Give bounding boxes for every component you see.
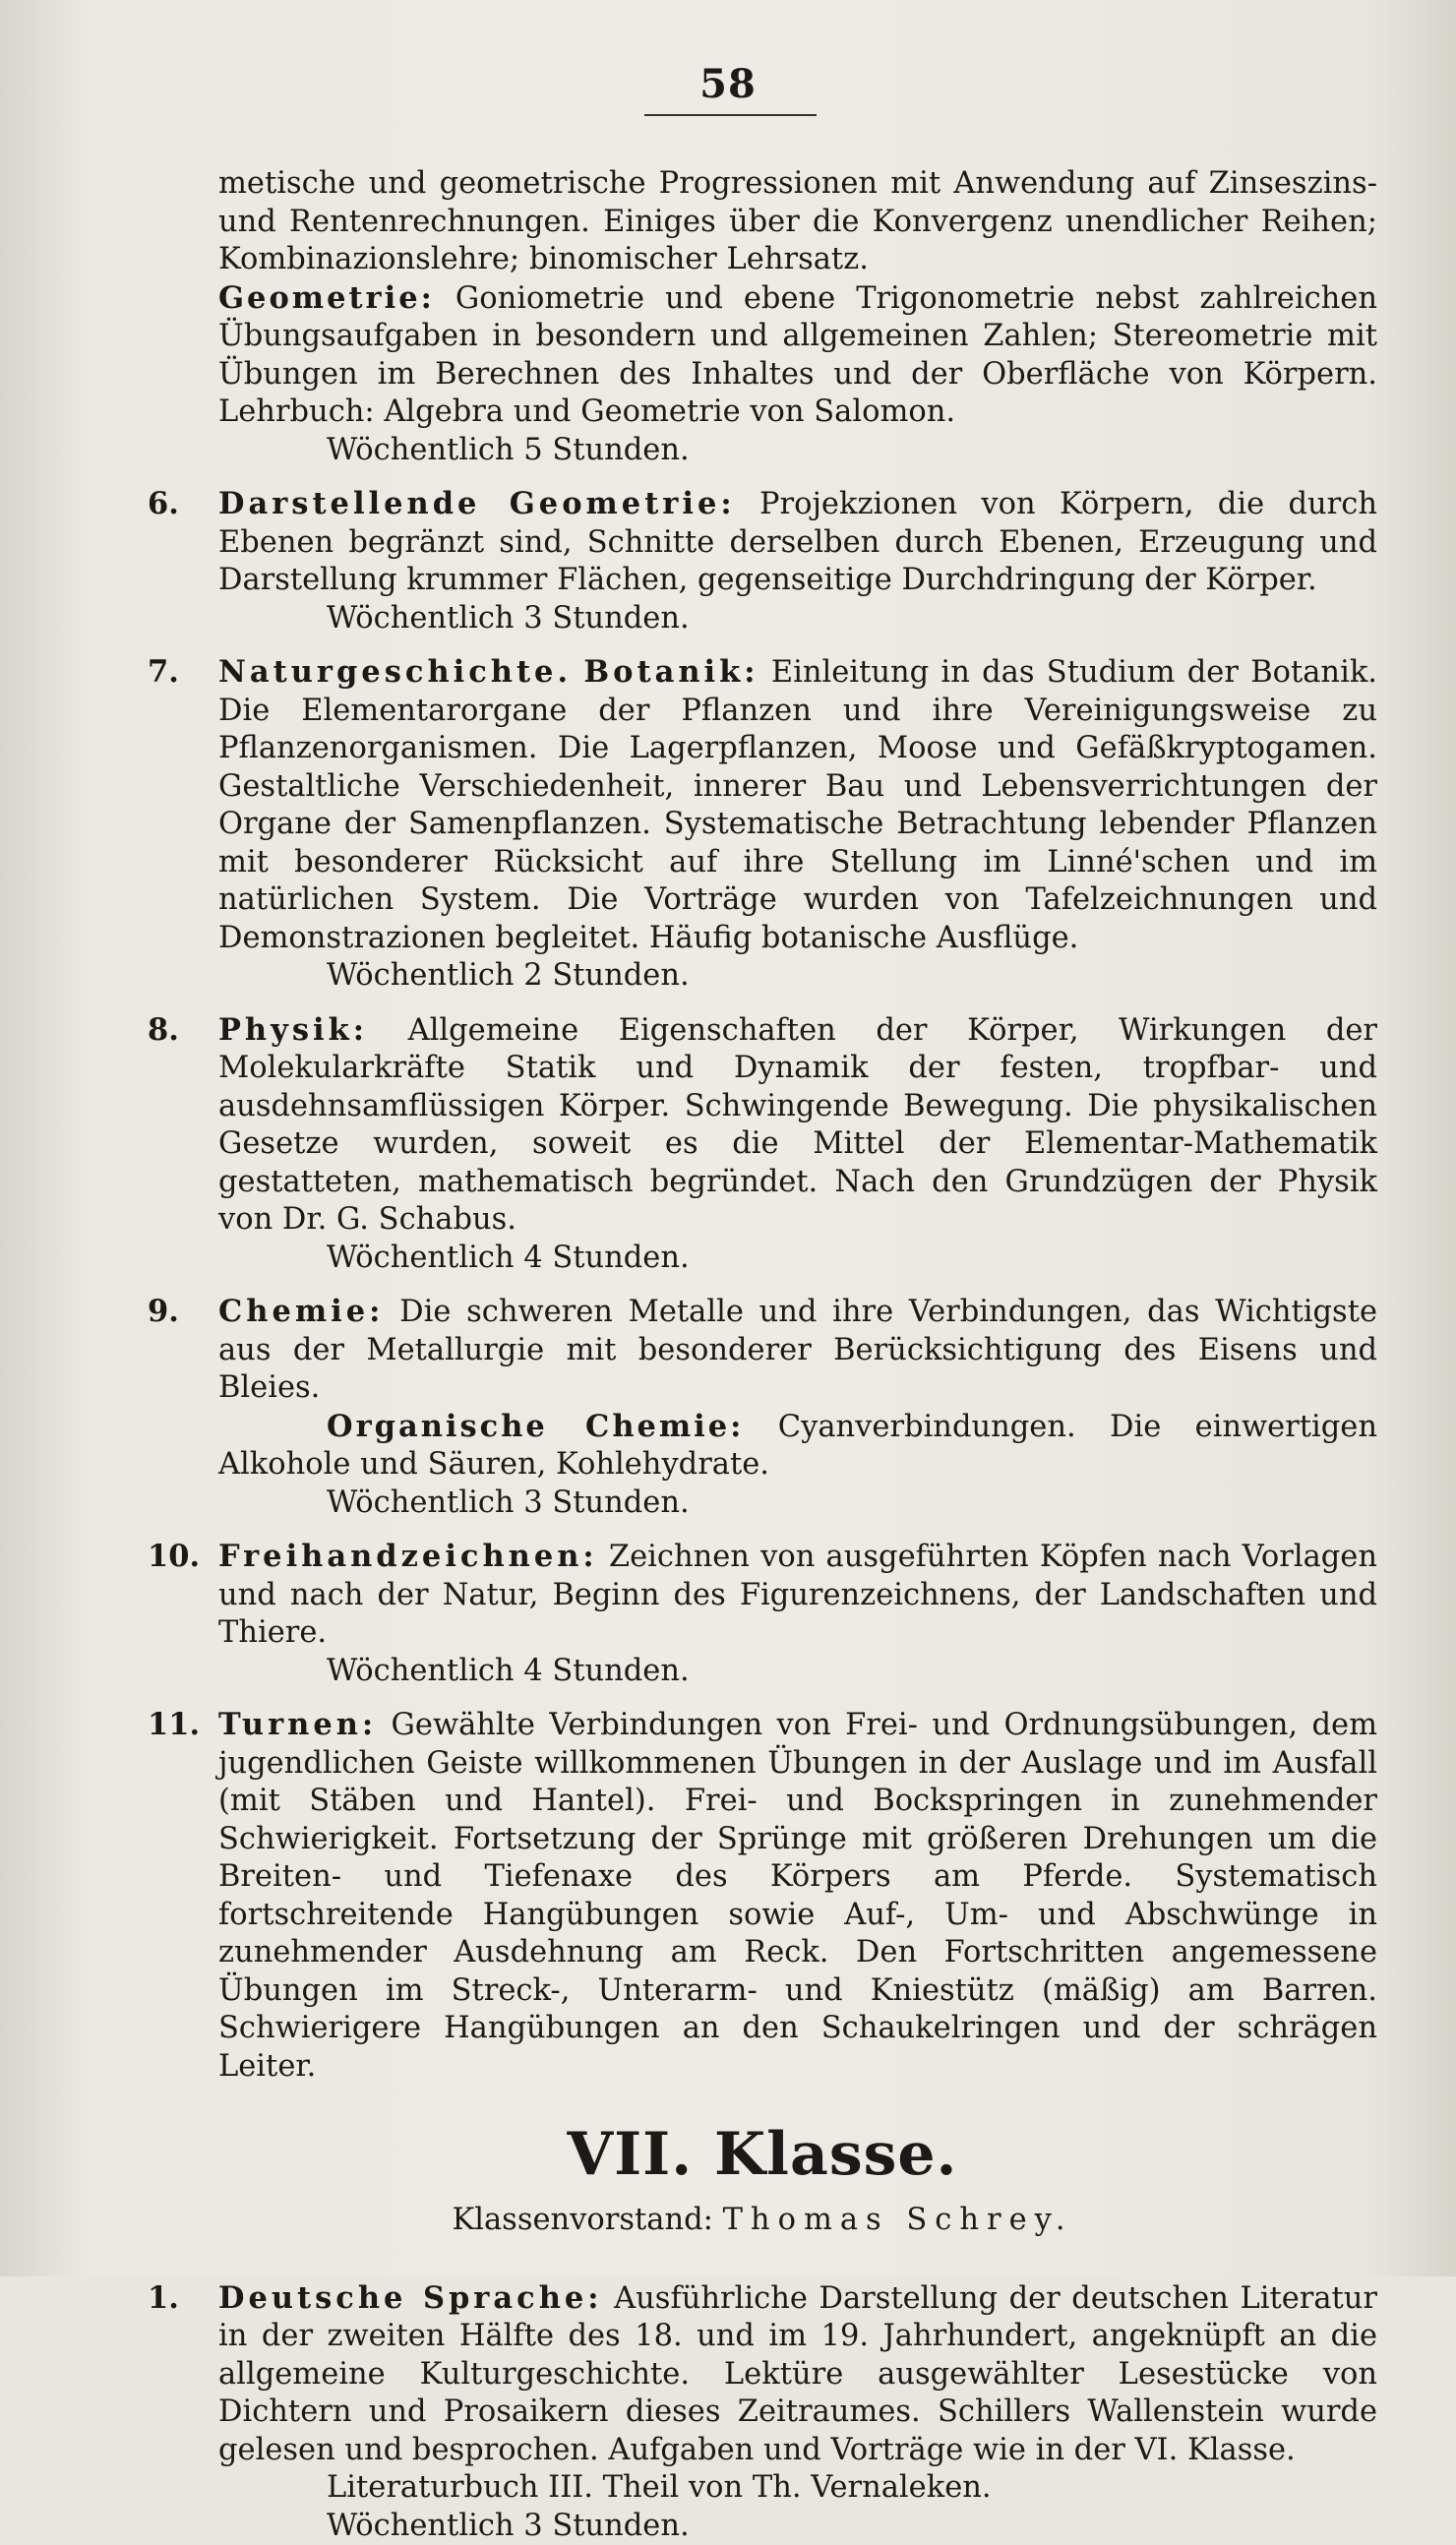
item-paragraph [218,1538,1377,1653]
item-label: Chemie: [218,1294,384,1329]
item-text: Zeichnen von ausgeführten Köpfen nach Vorlagen und nach der Natur, Beginn des Figurenzeichnens, der Landschaften und Thiere. [218,1540,1377,1650]
item-number: 11. [148,1706,207,1744]
geometrie-label: Geometrie: [218,280,435,316]
item-number: 6. [148,485,207,523]
item-text: Allgemeine Eigenschaften der Körper, Wirkungen der Molekularkräfte Statik und Dynamik der festen, tropfbar- und ausdehnsamflüssigen Körper. Schwingende Bewegung. Die physikalischen Gesetze wurden, soweit es die Mittel der Elementar-Mathematik gestatteten, mathematisch begründet. Nach den Grundzügen der Physik von Dr. G. Schabus. [218,1013,1377,1238]
intro-block [218,165,1377,469]
item-book: Literaturbuch III. Theil von Th. Vernaleken. [218,2469,1377,2508]
section-title: VII. Klasse. [148,2115,1377,2194]
item-label: Deutsche Sprache: [218,2280,603,2316]
item-text: Projekzionen von Körpern, die durch Ebenen begränzt sind, Schnitte derselben durch Ebenen, Erzeugung und Darstellung krummer Flächen, gegenseitige Durchdringung der Körper. [218,487,1377,597]
item-label-2: Organische Chemie: [327,1409,744,1444]
item-hours: Wöchentlich 3 Stunden. [218,600,1377,638]
item-hours: Wöchentlich 4 Stunden. [218,1653,1377,1691]
subject-item-vii-1 [148,2279,1377,2545]
item-paragraph [218,485,1377,600]
item-label: Freihandzeichnen: [218,1539,598,1574]
item-hours: Wöchentlich 3 Stunden. [218,2508,1377,2545]
item-number: 9. [148,1293,207,1331]
item-label: Physik: [218,1012,368,1048]
geometrie-paragraph [218,279,1377,432]
item-paragraph [218,1706,1377,2086]
item-sublabel: Botanik: [583,654,758,690]
page-body [148,165,1377,2545]
intro-paragraph: metische und geometrische Progressionen mit Anwendung auf Zinseszins- und Rentenrechnungen. Einiges über die Konvergenz unendlicher Reihen; Kombinazionslehre; binomischer Lehrsatz. [218,165,1377,279]
item-paragraph-2 [218,1408,1377,1485]
item-label: Darstellende Geometrie: [218,486,736,521]
header-rule [644,114,817,116]
class-head-line [148,2202,1377,2240]
item-number: 1. [148,2279,207,2318]
class-head-label: Klassenvorstand: [452,2203,712,2237]
intro-hours: Wöchentlich 5 Stunden. [218,432,1377,470]
item-label: Turnen: [218,1707,377,1742]
item-text: Ausführliche Darstellung der deutschen Literatur in der zweiten Hälfte des 18. und im 19. Jahrhundert, angeknüpft an die allgemeine Kulturgeschichte. Lektüre ausgewählter Lesestücke von Dichtern und Prosaikern dieses Zeitraumes. Schillers Wallenstein wurde gelesen und besprochen. Aufgaben und Vorträge wie in der VI. Klasse. [218,2281,1377,2467]
item-text: Gewählte Verbindungen von Frei- und Ordnungsübungen, dem jugendlichen Geiste willkommenen Übungen in der Auslage und im Ausfall (mit Stäben und Hantel). Frei- und Bockspringen in zunehmender Schwierigkeit. Fortsetzung der Sprünge mit größeren Drehungen um die Breiten- und Tiefenaxe des Körpers am Pferde. Systematisch fortschreitende Hangübungen sowie Auf-, Um- und Abschwünge in zunehmender Ausdehnung am Reck. Den Fortschritten angemessene Übungen im Streck-, Unterarm- und Kniestütz (mäßig) am Barren. Schwierigere Hangübungen an den Schaukelringen und der schrägen Leiter. [218,1708,1377,2084]
subject-item-7 [148,653,1377,996]
item-paragraph [218,1293,1377,1408]
class-head-name: Thomas Schrey. [723,2203,1073,2237]
subject-item-6 [148,485,1377,637]
item-paragraph [218,1011,1377,1240]
item-hours: Wöchentlich 2 Stunden. [218,957,1377,996]
item-hours: Wöchentlich 3 Stunden. [218,1485,1377,1523]
subject-item-10 [148,1538,1377,1690]
page-number: 58 [0,61,1456,107]
item-text: Die schweren Metalle und ihre Verbindungen, das Wichtigste aus der Metallurgie mit besonderer Berücksichtigung des Eisens und Bleies. [218,1295,1377,1405]
item-text-2: Cyanverbindungen. Die einwertigen Alkohole und Säuren, Kohlehydrate. [218,1410,1377,1483]
subject-item-9 [148,1293,1377,1522]
item-text: Einleitung in das Studium der Botanik. Die Elementarorgane der Pflanzen und ihre Vereinigungsweise zu Pflanzenorganismen. Die Lagerpflanzen, Moose und Gefäßkryptogamen. Gestaltliche Verschiedenheit, innerer Bau und Lebensverrichtungen der Organe der Samenpflanzen. Systematische Betrachtung lebender Pflanzen mit besonderer Rücksicht auf ihre Stellung im Linné'schen und im natürlichen System. Die Vorträge wurden von Tafelzeichnungen und Demonstrazionen begleitet. Häufig botanische Ausflüge. [218,655,1377,955]
item-number: 8. [148,1011,207,1050]
item-label: Naturgeschichte. [218,654,572,690]
item-number: 7. [148,653,207,692]
subject-item-11 [148,1706,1377,2086]
item-paragraph [218,653,1377,957]
item-number: 10. [148,1538,207,1576]
geometrie-text: Goniometrie und ebene Trigonometrie nebst zahlreichen Übungsaufgaben in besondern und allgemeinen Zahlen; Stereometrie mit Übungen im Berechnen des Inhaltes und der Oberfläche von Körpern. Lehrbuch: Algebra und Geometrie von Salomon. [218,281,1377,430]
item-hours: Wöchentlich 4 Stunden. [218,1240,1377,1278]
subject-item-8 [148,1011,1377,1278]
item-paragraph [218,2279,1377,2470]
